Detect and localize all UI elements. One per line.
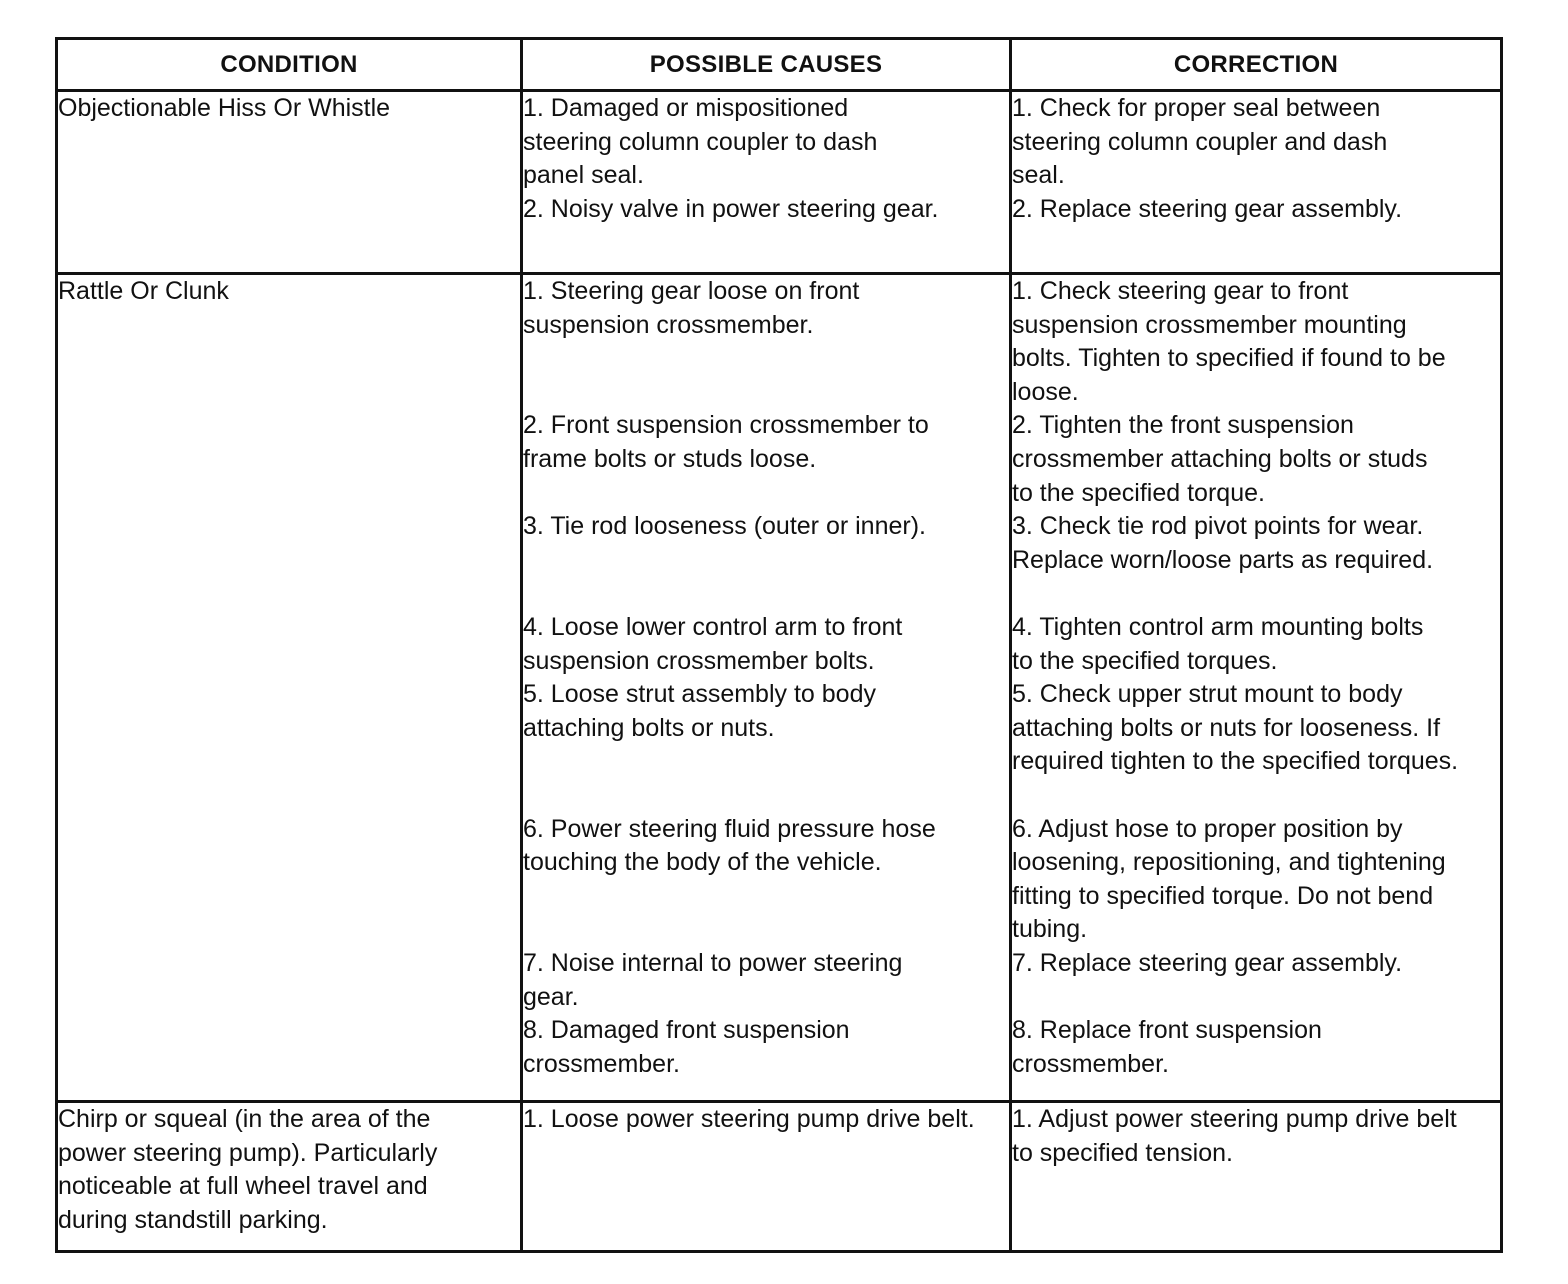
correction-cell: [1011, 274, 1502, 1102]
header-correction: CORRECTION: [1011, 39, 1502, 91]
correction-item: 4. Tighten control arm mounting bolts to the specified torques.: [1012, 612, 1431, 675]
causes-cell: [522, 91, 1011, 274]
cause-item: 7. Noise internal to power steering gear.: [523, 948, 910, 1011]
cause-item: 2. Noisy valve in power steering gear.: [523, 194, 939, 223]
cause-item: 4. Loose lower control arm to front suspension crossmember bolts.: [523, 612, 910, 675]
diagnosis-table-sheet: [55, 37, 1500, 1253]
cause-item: 2. Front suspension crossmember to frame bolts or studs loose.: [523, 411, 936, 473]
condition-cell: [57, 91, 522, 274]
correction-item: 2. Replace steering gear assembly.: [1012, 194, 1403, 223]
correction-item: 1. Check for proper seal between steering column coupler and dash seal.: [1012, 94, 1395, 190]
causes-cell: [522, 274, 1011, 1102]
cause-item: 6. Power steering fluid pressure hose touching the body of the vehicle.: [523, 814, 943, 877]
correction-item: 8. Replace front suspension crossmember.: [1012, 1016, 1329, 1078]
header-row: [57, 39, 1502, 91]
cause-item: 1. Steering gear loose on front suspension crossmember.: [523, 277, 867, 339]
correction-item: 5. Check upper strut mount to body attaching bolts or nuts for looseness. If required tighten to the specified torques.: [1012, 680, 1459, 776]
correction-cell: [1011, 91, 1502, 274]
cause-item: 3. Tie rod looseness (outer or inner).: [523, 512, 926, 541]
correction-item: 7. Replace steering gear assembly.: [1012, 948, 1403, 977]
correction-item: 6. Adjust hose to proper position by loosening, repositioning, and tightening fitting to specified torque. Do not bend tubing.: [1012, 814, 1453, 944]
condition-text: Objectionable Hiss Or Whistle: [58, 94, 391, 122]
header-possible-causes: POSSIBLE CAUSES: [522, 39, 1011, 91]
correction-cell: [1011, 1102, 1502, 1252]
cause-item: 1. Loose power steering pump drive belt.: [523, 1105, 975, 1133]
condition-text: Rattle Or Clunk: [58, 277, 229, 305]
diagnosis-table: [55, 37, 1503, 1253]
condition-cell: [57, 1102, 522, 1252]
table-row: [57, 91, 1502, 274]
correction-item: 1. Adjust power steering pump drive belt to specified tension.: [1012, 1105, 1464, 1167]
correction-item: 1. Check steering gear to front suspension crossmember mounting bolts. Tighten to specified if found to be loose.: [1012, 277, 1453, 406]
header-condition: CONDITION: [57, 39, 522, 91]
correction-item: 3. Check tie rod pivot points for wear. Replace worn/loose parts as required.: [1012, 512, 1434, 574]
condition-cell: [57, 274, 522, 1102]
table-row: [57, 274, 1502, 1102]
cause-item: 5. Loose strut assembly to body attaching bolts or nuts.: [523, 680, 883, 742]
table-row: [57, 1102, 1502, 1252]
condition-text: Chirp or squeal (in the area of the power steering pump). Particularly noticeable at full wheel travel and during standstill parking.: [58, 1105, 445, 1234]
cause-item: 1. Damaged or mispositioned steering column coupler to dash panel seal.: [523, 94, 885, 190]
correction-item: 2. Tighten the front suspension crossmember attaching bolts or studs to the specified torque.: [1012, 411, 1435, 507]
causes-cell: [522, 1102, 1011, 1252]
cause-item: 8. Damaged front suspension crossmember.: [523, 1016, 857, 1078]
